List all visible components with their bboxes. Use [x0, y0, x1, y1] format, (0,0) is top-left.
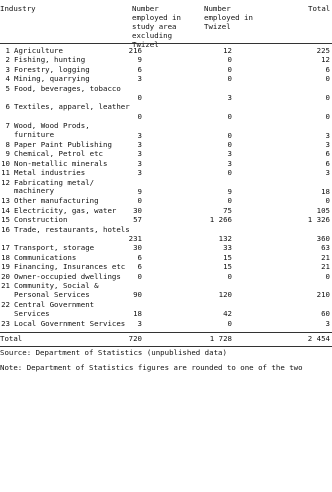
row-number: 9 — [5, 149, 10, 159]
industry-name: Chemical, Petrol etc — [14, 149, 103, 159]
twizel-value: 0 — [227, 55, 232, 65]
total-label: Total — [0, 334, 23, 343]
row-number: 16 — [1, 224, 10, 234]
header-total: Total — [308, 4, 331, 13]
row-number: 6 — [5, 102, 10, 112]
table-row — [0, 320, 332, 329]
header-divider — [0, 43, 332, 44]
study-area-value: 0 — [137, 271, 142, 281]
row-number: 1 — [5, 46, 10, 55]
total-value: 0 — [325, 92, 330, 102]
twizel-value: 15 — [223, 252, 232, 262]
row-number: 20 — [1, 271, 10, 281]
twizel-value: 0 — [227, 64, 232, 74]
total-value: 60 — [321, 309, 330, 319]
total-value: 3 — [325, 130, 330, 140]
twizel-value: 0 — [227, 140, 232, 149]
study-area-value: 6 — [137, 64, 142, 74]
total-value: 21 — [321, 262, 330, 272]
row-number: 8 — [5, 140, 10, 149]
study-area-value: 3 — [137, 168, 142, 178]
industry-name: Agriculture — [14, 46, 63, 55]
total-value: 3 — [325, 318, 330, 328]
industry-name: Owner-occupied dwellings — [14, 271, 121, 281]
study-area-value: 3 — [137, 158, 142, 168]
row-number: 15 — [1, 215, 10, 225]
table-row — [0, 122, 332, 141]
twizel-value: 0 — [227, 271, 232, 281]
header-twizel: Number employed in Twizel — [204, 4, 253, 31]
twizel-value: 0 — [227, 168, 232, 178]
industry-name: Community, Social & Personal Services — [14, 281, 99, 299]
table-row — [0, 85, 332, 104]
study-area-value: 0 — [137, 111, 142, 121]
total-value: 12 — [321, 55, 330, 65]
industry-name: Transport, storage — [14, 243, 95, 253]
total-value: 6 — [325, 149, 330, 159]
study-area-value: 57 — [133, 215, 142, 225]
twizel-value: 0 — [227, 74, 232, 84]
study-area-value: 216 — [128, 46, 142, 55]
study-area-value: 3 — [137, 318, 142, 328]
row-number: 7 — [5, 121, 10, 131]
table-row — [0, 179, 332, 198]
row-number: 13 — [1, 196, 10, 206]
twizel-value: 3 — [227, 92, 232, 102]
row-number: 12 — [1, 177, 10, 187]
study-area-value: 3 — [137, 74, 142, 84]
study-area-value: 9 — [137, 186, 142, 196]
row-number: 2 — [5, 55, 10, 65]
total-value: 6 — [325, 64, 330, 74]
total-value: 3 — [325, 140, 330, 149]
twizel-value: 3 — [227, 149, 232, 159]
row-number: 4 — [5, 74, 10, 84]
total-value: 0 — [325, 271, 330, 281]
industry-name: Textiles, apparel, leather — [14, 102, 130, 112]
industry-name: Central Government Services — [14, 299, 95, 318]
industry-name: Electricity, gas, water — [14, 205, 117, 215]
row-number: 5 — [5, 83, 10, 93]
total-value: 6 — [325, 158, 330, 168]
bottom-divider — [0, 346, 332, 347]
study-area-value: 3 — [137, 130, 142, 140]
total-divider — [0, 332, 332, 333]
total-value: 360 — [316, 233, 330, 243]
row-number: 17 — [1, 243, 10, 253]
total-value: 1 326 — [307, 215, 330, 225]
total-value: 0 — [325, 111, 330, 121]
table-row — [0, 103, 332, 122]
twizel-value: 132 — [218, 233, 232, 243]
twizel-value: 9 — [227, 186, 232, 196]
total-grand: 2 454 — [307, 334, 330, 343]
study-area-value: 3 — [137, 140, 142, 149]
study-area-value: 6 — [137, 252, 142, 262]
total-study-area: 720 — [128, 334, 142, 343]
table-row — [0, 282, 332, 301]
study-area-value: 18 — [133, 309, 142, 319]
twizel-value: 0 — [227, 318, 232, 328]
twizel-value: 12 — [223, 46, 232, 55]
table-row — [0, 301, 332, 320]
total-value: 225 — [316, 46, 330, 55]
total-value: 18 — [321, 186, 330, 196]
industry-name: Wood, Wood Prods, furniture — [14, 121, 90, 140]
row-number: 21 — [1, 281, 10, 290]
total-value: 0 — [325, 196, 330, 206]
study-area-value: 0 — [137, 196, 142, 206]
industry-name: Mining, quarrying — [14, 74, 90, 84]
study-area-value: 30 — [133, 205, 142, 215]
row-number: 23 — [1, 318, 10, 328]
study-area-value: 6 — [137, 262, 142, 272]
total-value: 210 — [316, 290, 330, 300]
row-number: 14 — [1, 205, 10, 215]
row-number: 3 — [5, 64, 10, 74]
table-row — [0, 226, 332, 245]
total-value: 3 — [325, 168, 330, 178]
industry-name: Financing, Insurances etc — [14, 262, 126, 272]
header-industry: Industry — [0, 4, 36, 13]
industry-name: Other manufacturing — [14, 196, 99, 206]
study-area-value: 9 — [137, 55, 142, 65]
twizel-value: 0 — [227, 130, 232, 140]
row-number: 22 — [1, 299, 10, 309]
industry-name: Fabricating metal/ machinery — [14, 177, 95, 196]
industry-name: Construction — [14, 215, 68, 225]
header-study-area: Number employed in study area excluding Twizel — [132, 4, 181, 49]
study-area-value: 3 — [137, 149, 142, 159]
total-twizel: 1 728 — [209, 334, 232, 343]
twizel-value: 75 — [223, 205, 232, 215]
row-number: 18 — [1, 252, 10, 262]
source-note: Source: Department of Statistics (unpublished data) — [0, 349, 227, 357]
industry-name: Metal industries — [14, 168, 86, 178]
industry-name: Local Government Services — [14, 318, 126, 328]
twizel-value: 33 — [223, 243, 232, 253]
twizel-value: 1 266 — [209, 215, 232, 225]
twizel-value: 120 — [218, 290, 232, 300]
industry-name: Food, beverages, tobacco — [14, 83, 121, 93]
total-value: 21 — [321, 252, 330, 262]
twizel-value: 0 — [227, 111, 232, 121]
rounding-note: Note: Department of Statistics figures are rounded to one of the two — [0, 364, 303, 372]
twizel-value: 15 — [223, 262, 232, 272]
industry-name: Non-metallic minerals — [14, 158, 108, 168]
study-area-value: 30 — [133, 243, 142, 253]
industry-name: Trade, restaurants, hotels — [14, 224, 130, 234]
row-number: 19 — [1, 262, 10, 272]
total-value: 63 — [321, 243, 330, 253]
total-value: 105 — [316, 205, 330, 215]
study-area-value: 90 — [133, 290, 142, 300]
twizel-value: 0 — [227, 196, 232, 206]
study-area-value: 0 — [137, 92, 142, 102]
twizel-value: 3 — [227, 158, 232, 168]
row-number: 11 — [1, 168, 10, 178]
industry-name: Communications — [14, 252, 77, 262]
twizel-value: 42 — [223, 309, 232, 319]
industry-name: Paper Paint Publishing — [14, 140, 112, 149]
row-number: 10 — [1, 158, 10, 168]
study-area-value: 231 — [128, 233, 142, 243]
total-value: 0 — [325, 74, 330, 84]
industry-name: Forestry, logging — [14, 64, 90, 74]
industry-name: Fishing, hunting — [14, 55, 86, 65]
